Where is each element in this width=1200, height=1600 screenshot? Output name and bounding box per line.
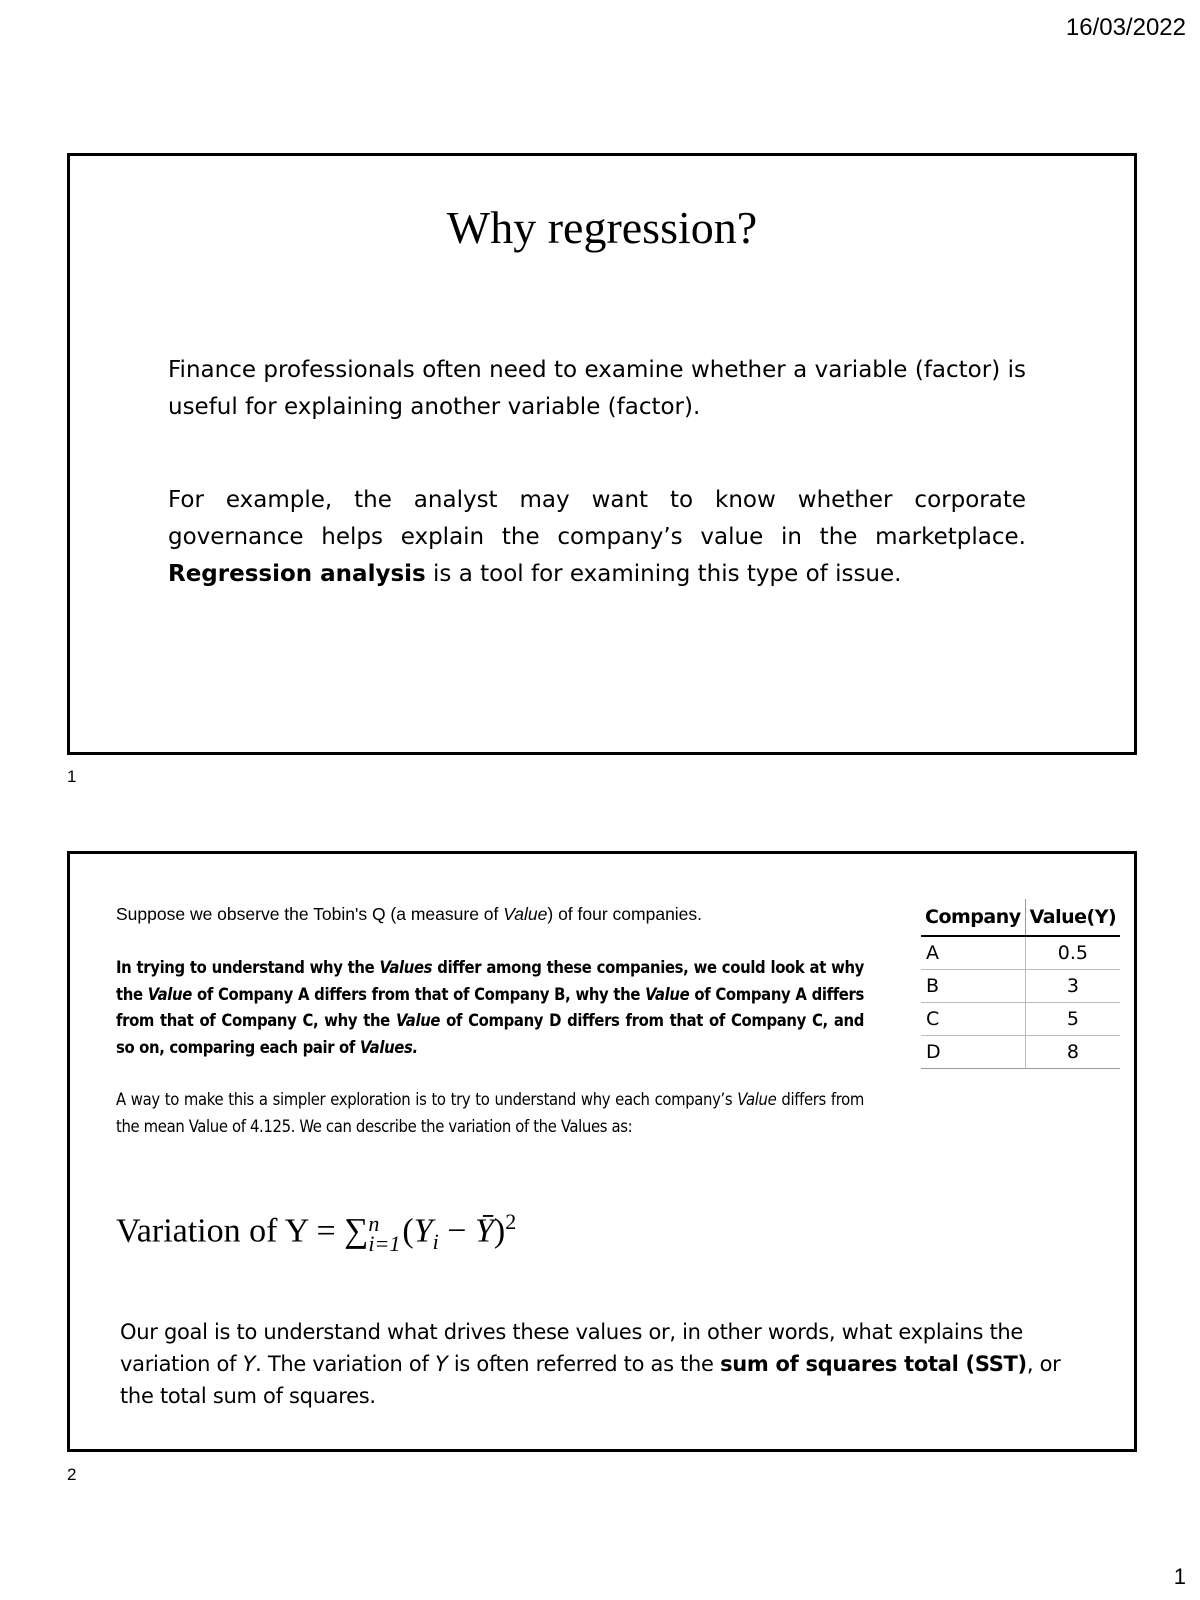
- paragraph-text: In trying to understand why the: [116, 958, 380, 977]
- paragraph-italic: Value: [395, 1011, 441, 1030]
- paragraph-text: of Company D differs from that of Company C, and so on, comparing each pair of: [116, 1011, 865, 1057]
- paragraph-text: differs from the mean Value of 4.125. We can describe the variation of the Values as:: [116, 1090, 864, 1136]
- company-cell: C: [921, 1003, 1025, 1036]
- paragraph-text: For example, the analyst may want to know whether corporate governance helps explain the company’s value in the marketplace.: [168, 487, 1026, 550]
- slide-title: Why regression?: [446, 202, 758, 253]
- company-cell: B: [921, 970, 1025, 1003]
- close-paren: ): [493, 1212, 506, 1250]
- value-cell: 8: [1025, 1036, 1120, 1069]
- slide-2-paragraph-1: [116, 955, 864, 1061]
- company-value-table: [921, 899, 1120, 1069]
- y-i: Y: [413, 1212, 433, 1250]
- goal-italic-y: Y: [434, 1352, 448, 1376]
- goal-text: , or the total sum of squares.: [120, 1352, 1061, 1408]
- paragraph-italic: Value: [645, 984, 690, 1004]
- table-row: [921, 1036, 1120, 1069]
- paragraph-text: A way to make this a simpler exploration is to try to understand why each company’s: [116, 1090, 738, 1109]
- goal-text: . The variation of: [255, 1352, 435, 1376]
- value-cell: 5: [1025, 1003, 1120, 1036]
- slide-1-paragraph-2: [168, 482, 1026, 593]
- minus-sign: −: [438, 1212, 475, 1250]
- print-date: 16/03/2022: [1065, 14, 1186, 41]
- paragraph-italic: Values: [379, 958, 433, 977]
- paragraph-text: differ among these companies, we could look at why the: [116, 958, 865, 1004]
- intro-italic: Value: [503, 904, 548, 924]
- paragraph-text: of Company A differs from that of Company C, why the: [116, 984, 864, 1030]
- summation-lower-limit: i=1: [368, 1230, 401, 1256]
- goal-italic-y: Y: [242, 1352, 256, 1376]
- company-cell: D: [921, 1036, 1025, 1069]
- table-header-row: [921, 899, 1120, 936]
- slide-number: 1: [67, 767, 77, 786]
- company-cell: A: [921, 936, 1025, 970]
- slide-number: 2: [67, 1465, 77, 1484]
- exponent: 2: [505, 1209, 517, 1234]
- summation-upper-limit: n: [368, 1210, 380, 1236]
- table-row: [921, 970, 1120, 1003]
- paragraph-italic: Value: [147, 984, 192, 1004]
- table-row: [921, 936, 1120, 970]
- table-row: [921, 1003, 1120, 1036]
- goal-text: is often referred to as the: [447, 1352, 721, 1376]
- paragraph-text: of Company A differs from that of Company B, why the: [191, 984, 646, 1004]
- slide-1-paragraph-1: Finance professionals often need to examine whether a variable (factor) is useful for explaining another variable (factor).: [168, 357, 1026, 420]
- open-paren: (: [402, 1212, 414, 1250]
- key-term-regression-analysis: Regression analysis: [168, 561, 426, 587]
- column-header-company: Company: [921, 899, 1025, 936]
- intro-text: ) of four companies.: [547, 904, 703, 924]
- y-i-subscript: i: [432, 1229, 439, 1255]
- page-number: 1: [1173, 1564, 1186, 1589]
- variation-formula: [116, 1209, 516, 1255]
- intro-text: Suppose we observe the Tobin's Q (a measure of: [116, 904, 504, 924]
- slide-2-intro: [116, 904, 866, 925]
- value-cell: 0.5: [1025, 936, 1120, 970]
- formula-label: Variation of Y =: [116, 1212, 345, 1250]
- goal-text: Our goal is to understand what drives these values or, in other words, what explains the variation of: [120, 1320, 1024, 1376]
- y-bar: Ȳ: [474, 1212, 494, 1250]
- summation-sign: ∑: [344, 1212, 369, 1250]
- slide-2-paragraph-2: [116, 1087, 864, 1140]
- column-header-value: Value(Y): [1025, 899, 1120, 936]
- slide-2-goal: [120, 1316, 1080, 1412]
- value-cell: 3: [1025, 970, 1120, 1003]
- paragraph-text: is a tool for examining this type of issue.: [425, 561, 902, 587]
- paragraph-italic: Values.: [359, 1037, 418, 1057]
- key-term-sst: sum of squares total (SST): [720, 1352, 1027, 1376]
- slide-1: [67, 153, 1137, 755]
- paragraph-italic: Value: [737, 1090, 777, 1109]
- slide-2: [67, 851, 1137, 1452]
